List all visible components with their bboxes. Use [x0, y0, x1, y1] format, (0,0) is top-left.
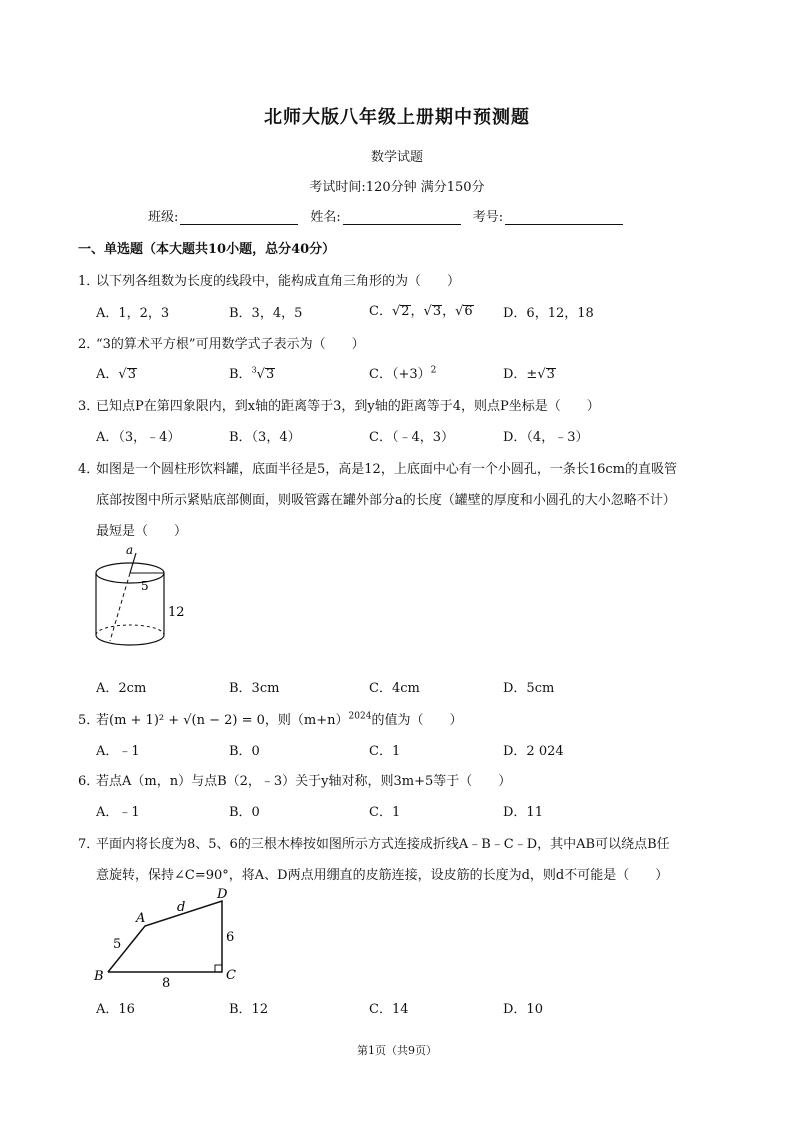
page-subtitle: 数学试题: [370, 150, 423, 165]
section-title: 一、单选题（本大题共10小题，总分40分）: [78, 242, 336, 257]
option-a: A．﹣1: [96, 744, 140, 759]
question-1: [78, 270, 460, 289]
name-label: 姓名:: [310, 210, 341, 225]
radicand: 3: [546, 367, 555, 382]
question-2: [78, 333, 365, 352]
question-text: 以下列各组数为长度的线段中，能构成直角三角形的为（ ）: [96, 274, 461, 289]
option-b: B．3cm: [229, 681, 280, 696]
question-number: 4．: [78, 462, 100, 477]
option-d: D．6，12，18: [503, 306, 594, 321]
root-index: 3: [251, 365, 257, 375]
option-d: D．（4，﹣3）: [503, 430, 589, 445]
option-b: B．0: [229, 744, 260, 759]
option-b: B．（3，4）: [229, 430, 301, 445]
number-blank: [505, 212, 623, 225]
option-b: B．$^3$√3: [229, 365, 275, 382]
option-b: B．12: [229, 1002, 269, 1017]
question-number: 7．: [78, 837, 100, 852]
question-text: 若(m + 1)² + √(n − 2) = 0，则（m+n）: [96, 713, 349, 728]
question-text-line2: 意旋转，保持∠C=90°，将A、D两点用绷直的皮筋连接，设皮筋的长度为d，则d不可能是（ ）: [96, 868, 669, 883]
radicand: 3: [127, 367, 136, 382]
cylinder-bottom-back: [96, 625, 164, 635]
straw-inside: [110, 573, 130, 641]
radicand: 3: [265, 367, 275, 382]
student-info-fields: [148, 206, 635, 225]
question-6: [78, 770, 511, 789]
question-4: [78, 458, 677, 477]
question-number: 6．: [78, 774, 100, 789]
option-d: D．5cm: [503, 681, 555, 696]
question-text-line1: 如图是一个圆柱形饮料罐，底面半径是5，高是12，上底面中心有一个小圆孔，一条长16cm的直吸管: [96, 462, 677, 477]
question-3: [78, 395, 600, 414]
option-c: C．（﹣4，3）: [369, 430, 454, 445]
label-radius: 5: [141, 579, 149, 593]
folded-line-abcd: [108, 901, 222, 972]
radicand: 6: [464, 304, 473, 319]
question-number: 1．: [78, 274, 100, 289]
option-d: D．2 024: [503, 744, 564, 759]
label-a: a: [126, 545, 134, 557]
label-ab: 5: [113, 937, 122, 952]
radicand: 2: [401, 304, 410, 319]
option-a: A．﹣1: [96, 805, 140, 820]
option-a: A．1，2，3: [96, 306, 170, 321]
option-prefix: A．: [96, 367, 119, 382]
option-a: A．√3: [96, 367, 136, 382]
question-5: [78, 709, 462, 728]
option-prefix: C．: [369, 304, 392, 319]
question-text: 已知点P在第四象限内，到x轴的距离等于3，到y轴的距离等于4，则点P坐标是（ ）: [96, 399, 600, 414]
option-prefix: D．±: [503, 367, 538, 382]
question-number: 2．: [78, 337, 100, 352]
class-blank: [180, 212, 298, 225]
page-title: 北师大版八年级上册期中预测题: [264, 107, 530, 128]
question-text-line3: 最短是（ ）: [96, 524, 188, 539]
page-footer: 第1页（共9页）: [357, 1044, 437, 1057]
option-b: B．3，4，5: [229, 306, 303, 321]
quadrilateral-figure: [86, 884, 246, 992]
label-point-b: B: [94, 969, 104, 984]
name-blank: [343, 212, 461, 225]
label-point-c: C: [226, 968, 236, 983]
question-text: 若点A（m，n）与点B（2，﹣3）关于y轴对称，则3m+5等于（ ）: [96, 774, 512, 789]
question-7: [78, 833, 670, 852]
exponent: 2: [430, 365, 437, 376]
question-number: 5．: [78, 713, 100, 728]
option-c: C．√2，√3，√6: [369, 304, 473, 319]
option-d: D．±√3: [503, 367, 555, 382]
option-d: D．10: [503, 1002, 543, 1017]
label-height: 12: [168, 605, 185, 620]
option-c: [369, 363, 436, 382]
option-c: C．4cm: [369, 681, 420, 696]
radicand: 3: [432, 304, 442, 319]
question-text: “3的算术平方根”可用数学式子表示为（ ）: [96, 337, 365, 352]
cylinder-bottom-front: [96, 635, 164, 645]
label-point-d: D: [217, 887, 228, 902]
exponent: 2024: [348, 711, 372, 722]
option-d: D．11: [503, 805, 543, 820]
exam-info: 考试时间:120分钟 满分150分: [309, 180, 485, 195]
option-prefix: B．: [229, 367, 252, 382]
label-point-a: A: [136, 911, 146, 926]
question-number: 3．: [78, 399, 100, 414]
question-text-line2: 底部按图中所示紧贴底部侧面，则吸管露在罐外部分a的长度（罐壁的厚度和小圆孔的大小忽略不计）: [96, 493, 676, 508]
option-c: C．14: [369, 1002, 409, 1017]
option-b: B．0: [229, 805, 260, 820]
class-label: 班级:: [148, 210, 179, 225]
option-a: A．16: [96, 1002, 135, 1017]
option-a: A．2cm: [96, 681, 147, 696]
question-text-line1: 平面内将长度为8、5、6的三根木棒按如图所示方式连接成折线A﹣B﹣C﹣D，其中AB可以绕点B任: [96, 837, 670, 852]
option-text: C．（+3）: [369, 367, 431, 382]
cylinder-figure: [88, 545, 198, 670]
label-bc: 8: [162, 976, 171, 991]
option-a: A．（3，﹣4）: [96, 430, 181, 445]
right-angle-mark: [215, 965, 222, 972]
label-d: d: [177, 900, 186, 915]
question-text-tail: 的值为（ ）: [371, 713, 463, 728]
option-c: C．1: [369, 744, 401, 759]
number-label: 考号:: [472, 210, 504, 225]
option-c: C．1: [369, 805, 401, 820]
label-cd: 6: [226, 930, 235, 945]
